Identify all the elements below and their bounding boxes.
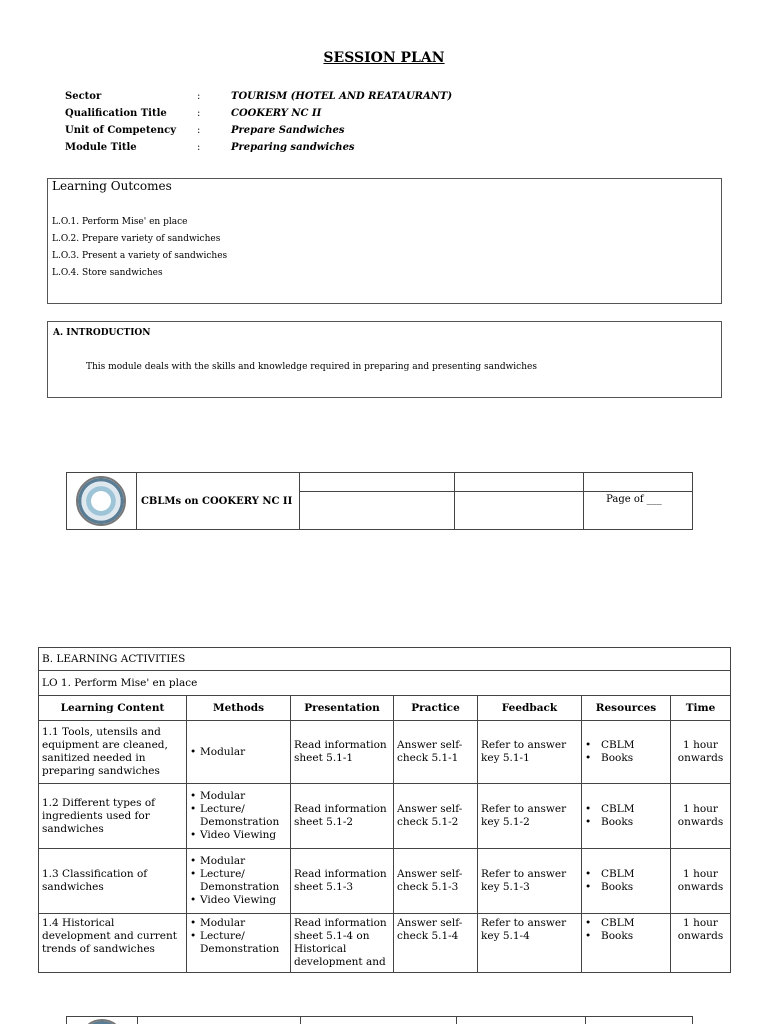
learning-outcome-item: L.O.1. Perform Mise' en place [52,217,188,227]
learning-content-cell: 1.1 Tools, utensils and equipment are cleaned, sanitized needed in preparing sandwiches [39,721,187,784]
table-row [39,914,731,973]
meta-value: Prepare Sandwiches [231,125,345,136]
cblm-label: CBLMs on COOKERY NC II [136,473,299,530]
meta-label: Qualification Title [65,108,167,119]
method-item: • Modular [190,855,287,868]
footer-divider [300,1017,301,1024]
time-cell: 1 hour onwards [671,849,731,914]
learning-outcomes-box [47,178,722,304]
method-item: • Modular [190,746,287,759]
school-seal-icon [79,1019,125,1024]
footer-blank-cell [299,473,455,492]
practice-cell: Answer self-check 5.1-3 [394,849,478,914]
resource-item: • CBLM [585,739,667,752]
footer-table [66,472,693,530]
meta-colon: : [197,142,201,153]
meta-colon: : [197,108,201,119]
learning-activities-table [38,647,731,973]
practice-cell: Answer self-check 5.1-4 [394,914,478,973]
table-row [39,784,731,849]
meta-colon: : [197,125,201,136]
feedback-cell: Refer to answer key 5.1-4 [478,914,582,973]
column-header: Practice [394,696,478,721]
meta-value: Preparing sandwiches [231,142,355,153]
introduction-box [47,321,722,398]
resource-item: • Books [585,816,667,829]
column-header: Feedback [478,696,582,721]
page-title: SESSION PLAN [323,50,445,66]
resources-cell [582,784,671,849]
practice-cell: Answer self-check 5.1-2 [394,784,478,849]
footer-divider [456,1017,457,1024]
presentation-cell: Read information sheet 5.1-1 [291,721,394,784]
methods-cell [187,849,291,914]
method-item: • Modular [190,917,287,930]
column-header: Learning Content [39,696,187,721]
footer-divider [585,1017,586,1024]
learning-outcome-item: L.O.2. Prepare variety of sandwiches [52,234,221,244]
meta-label: Unit of Competency [65,125,177,136]
learning-outcome-item: L.O.3. Present a variety of sandwiches [52,251,228,261]
learning-activities-heading: B. LEARNING ACTIVITIES [39,648,731,671]
column-header: Methods [187,696,291,721]
school-seal-icon [76,476,126,526]
footer-blank-cell [584,473,693,492]
method-item: • Video Viewing [190,894,287,907]
footer-table-partial [66,1016,693,1024]
presentation-cell: Read information sheet 5.1-3 [291,849,394,914]
footer-blank-cell [455,492,584,530]
meta-value: COOKERY NC II [231,108,322,119]
time-cell: 1 hour onwards [671,784,731,849]
learning-outcomes-heading: Learning Outcomes [52,179,172,193]
resource-item: • Books [585,752,667,765]
learning-outcome-item: L.O.4. Store sandwiches [52,268,163,278]
column-header: Time [671,696,731,721]
practice-cell: Answer self-check 5.1-1 [394,721,478,784]
meta-label: Module Title [65,142,137,153]
methods-cell [187,784,291,849]
feedback-cell: Refer to answer key 5.1-3 [478,849,582,914]
learning-content-cell: 1.4 Historical development and current trends of sandwiches [39,914,187,973]
method-item: • Lecture/ Demonstration [190,803,287,829]
method-item: • Lecture/ Demonstration [190,868,287,894]
methods-cell [187,914,291,973]
logo-cell [67,473,137,530]
method-item: • Modular [190,790,287,803]
meta-colon: : [197,91,201,102]
footer-blank-cell [299,492,455,530]
page-number-label: Page of ___ [584,492,693,530]
feedback-cell: Refer to answer key 5.1-1 [478,721,582,784]
resource-item: • CBLM [585,868,667,881]
resources-cell [582,914,671,973]
resource-item: • CBLM [585,917,667,930]
resources-cell [582,721,671,784]
learning-content-cell: 1.3 Classification of sandwiches [39,849,187,914]
table-row [39,721,731,784]
footer-blank-cell [455,473,584,492]
table-row [39,849,731,914]
resource-item: • CBLM [585,803,667,816]
footer-divider [137,1017,138,1024]
introduction-heading: A. INTRODUCTION [53,328,151,338]
meta-label: Sector [65,91,102,102]
presentation-cell: Read information sheet 5.1-2 [291,784,394,849]
resources-cell [582,849,671,914]
lo-heading: LO 1. Perform Mise' en place [39,671,731,696]
method-item: • Lecture/ Demonstration [190,930,287,956]
column-header: Resources [582,696,671,721]
method-item: • Video Viewing [190,829,287,842]
feedback-cell: Refer to answer key 5.1-2 [478,784,582,849]
resource-item: • Books [585,930,667,943]
time-cell: 1 hour onwards [671,914,731,973]
learning-content-cell: 1.2 Different types of ingredients used for sandwiches [39,784,187,849]
presentation-cell: Read information sheet 5.1-4 on Historical development and [291,914,394,973]
meta-value: TOURISM (HOTEL AND REATAURANT) [231,91,453,102]
time-cell: 1 hour onwards [671,721,731,784]
methods-cell [187,721,291,784]
column-header: Presentation [291,696,394,721]
resource-item: • Books [585,881,667,894]
introduction-text: This module deals with the skills and knowledge required in preparing and presenting sandwiches [86,362,537,372]
